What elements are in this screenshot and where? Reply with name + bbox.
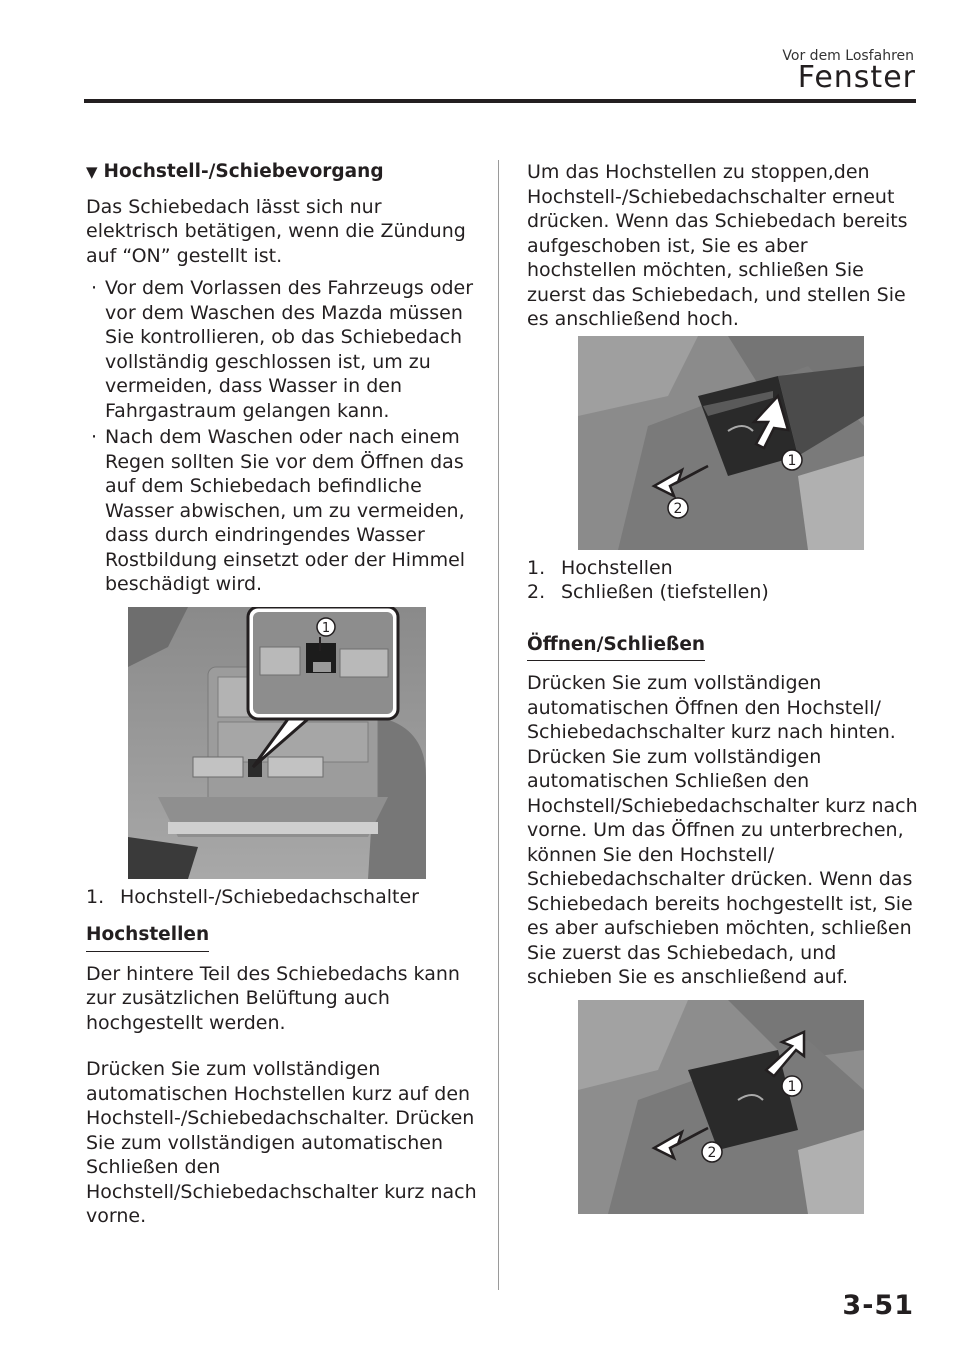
- overhead-console-illustration: [128, 607, 426, 879]
- caption-number: 1.: [86, 885, 105, 908]
- slide-switch-illustration: [578, 1000, 864, 1214]
- overhead-console-figure: [128, 607, 426, 879]
- left-column: [86, 160, 478, 1229]
- paragraph: Drücken Sie zum vollständigen automatischen Öffnen den Hochstell/ Schiebedachschalter kurz nach hinten. Drücken Sie zum vollständigen automatischen Schließen den Hochstell/Schiebedachschalter kurz nach vorne. Um das Öffnen zu unterbrechen, können Sie den Hochstell/ Schiebedachschalter drücken. Wenn das Schiebedach bereits hochgestellt ist, Sie es aber aufschieben möchten, schließen Sie zuerst das Schiebedach, und schieben Sie es anschließend auf.: [527, 672, 918, 988]
- subheading-oeffnen-schliessen: Öffnen/Schließen: [527, 633, 705, 662]
- paragraph: Der hintere Teil des Schiebedachs kann zur zusätzlichen Belüftung auch hochgestellt werden.: [86, 962, 460, 1034]
- caption-text: Hochstellen: [561, 556, 673, 579]
- figure-caption-list: [527, 556, 919, 605]
- figure-caption-list: [86, 885, 478, 910]
- page-number: 3-51: [842, 1290, 914, 1321]
- bullet-item: [86, 276, 478, 423]
- section-heading: [86, 160, 478, 185]
- intro-paragraph: Das Schiebedach lässt sich nur elektrisch betätigen, wenn die Zündung auf “ON” gestellt ist.: [86, 195, 466, 267]
- header-section: Vor dem Losfahren: [782, 48, 914, 64]
- callout-1: 1: [321, 620, 331, 636]
- tilt-switch-illustration: [578, 336, 864, 550]
- bullet-text: Vor dem Vorlassen des Fahrzeugs oder vor dem Waschen des Mazda müssen Sie kontrollieren, ob das Schiebedach vollständig geschlossen ist, um zu vermeiden, dass Wasser in den Fahrgastraum gelangen kann.: [105, 277, 474, 422]
- caption-number: 2.: [527, 581, 546, 603]
- section-heading-text: Hochstell-/Schiebevorgang: [103, 161, 384, 182]
- subheading-hochstellen: Hochstellen: [86, 923, 209, 952]
- page-title: Fenster: [797, 60, 916, 95]
- callout-1: 1: [787, 452, 797, 469]
- bullet-item: [86, 425, 478, 597]
- bullet-text: Nach dem Waschen oder nach einem Regen sollten Sie vor dem Öffnen das auf dem Schiebedach befindliche Wasser abwischen, um zu vermeiden, dass durch eindringendes Wasser Rostbildung einsetzt oder der Himmel beschädigt wird.: [105, 426, 466, 595]
- caption-text: Hochstell-/Schiebedachschalter: [120, 885, 419, 908]
- paragraph: Drücken Sie zum vollständigen automatischen Hochstellen kurz auf den Hochstell-/Schiebedachschalter. Drücken Sie zum vollständigen automatischen Schließen den Hochstell/Schiebedachschalter kurz nach vorne.: [86, 1058, 477, 1227]
- callout-2: 2: [673, 500, 683, 517]
- bullet-dot: ·: [91, 426, 98, 448]
- bullet-dot: ·: [91, 277, 98, 299]
- figure-caption: [527, 580, 919, 605]
- callout-2: 2: [707, 1144, 717, 1161]
- header-rule: [84, 99, 916, 103]
- triangle-marker: ▼: [86, 163, 98, 181]
- paragraph: Um das Hochstellen zu stoppen,den Hochstell-/Schiebedachschalter erneut drücken. Wenn das Schiebedach bereits aufgeschoben ist, Sie es aber hochstellen möchten, schließen Sie zuerst das Schiebedach, und stellen Sie es anschließend hoch.: [527, 161, 908, 330]
- column-divider: [498, 160, 499, 1290]
- callout-1: 1: [787, 1078, 797, 1095]
- right-column: [527, 160, 919, 1214]
- tilt-switch-figure: [578, 336, 864, 550]
- figure-caption: [527, 556, 919, 581]
- caption-text: Schließen (tiefstellen): [561, 581, 769, 603]
- slide-switch-figure: [578, 1000, 864, 1214]
- caption-number: 1.: [527, 556, 546, 579]
- figure-caption: [86, 885, 478, 910]
